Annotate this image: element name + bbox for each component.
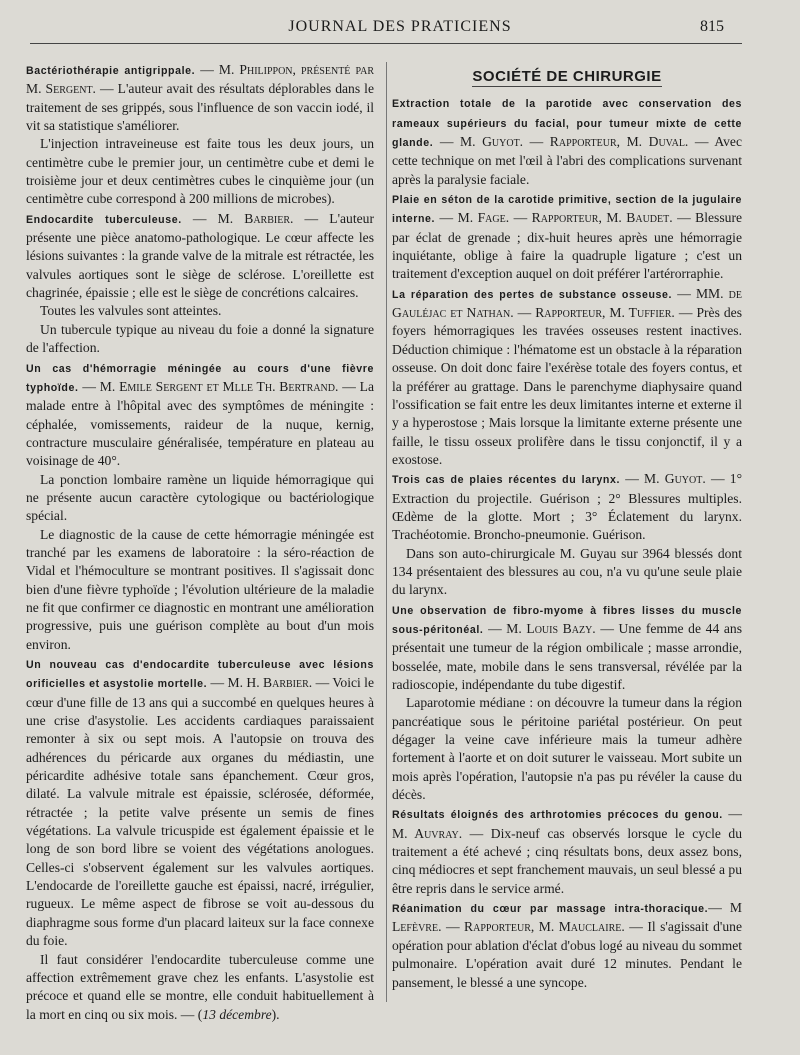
section-heading: [392, 68, 742, 86]
article-title: Un nouveau cas d'endocardite tuberculeuse avec lésions orificielles et asystolie mortelle.: [26, 659, 374, 691]
article-endocardite: [26, 210, 374, 358]
article-fibro-myome: [392, 601, 742, 805]
article-title: Résultats éloignés des arthrotomies précoces du genou.: [392, 809, 723, 822]
article-arthrotomies: [392, 805, 742, 898]
article-parotide: [392, 94, 742, 189]
article-text: — Avec cette technique on met l'œil à l'abri des complications survenant après la paralysie faciale.: [392, 134, 742, 187]
article-hemorragie: [26, 359, 374, 655]
section-title: SOCIÉTÉ DE CHIRURGIE: [472, 68, 662, 85]
article-byline: — M. H. Barbier.: [207, 675, 313, 691]
article-text: — Voici le cœur d'une fille de 13 ans qui a succombé en quelques heures à une crise d'asystolie. Les accidents cardiaques paraissaient remonter à six ou sept mois. A l'autopsie on trouva des adhérences du péricarde aux organes du médiastin, une péricardite adhésive totale sans épanchement. Cœur gros, dilaté. La valvule mitrale est épaissie, sclérosée, déformée, rétractée ; la petite valve présente un semis de fines végétations. La valvule tricuspide est également épaissie et le long de son bord libre se voient des végétations anologues. Celles-ci s'observent également sur les valvules aortiques. L'endocarde de l'oreillette gauche est épaissi, nacré, irrégulier, rugueux. Le même aspect de fibrose se voit au-dessous du diaphragme sous forme d'un placard laiteux sur la face connexe du foie.: [26, 675, 374, 949]
article-title: Une observation de fibro-myome à fibres lisses du muscle sous-péritonéal.: [392, 604, 742, 636]
article-byline: — M Lefèvre. — Rapporteur, M. Mauclaire.: [392, 900, 742, 935]
article-byline: — M. Barbier.: [181, 210, 294, 226]
column-divider: [386, 62, 387, 1002]
article-reparation-osseuse: [392, 285, 742, 469]
article-paragraph: Le diagnostic de la cause de cette hémorragie méningée est tranché par les examens de laboratoire : la séro-réaction de Vidal et l'hémoculture se montrant positives. Il s'agissait donc bien d'une fièvre typhoïde ; l'évolution ultérieure de la maladie ne fit que confirmer ce diagnostic en montrant une amélioration progressive, puis une guérison complète au bout d'un mois environ.: [26, 526, 374, 652]
article-text: — L'auteur avait des résultats déplorables dans le traitement de ses grippés, sous l'influence de son vaccin iodé, il vit sa statistique s'améliorer.: [26, 81, 374, 134]
article-byline: — M. Emile Sergent et Mlle Th. Bertrand.: [78, 378, 339, 394]
left-column: [26, 60, 374, 1024]
article-byline: — M. Guyot. — Rapporteur, M. Duval.: [433, 134, 689, 150]
article-text: — Près des foyers hémorragiques les travées osseuses restent inactives. Déduction chimique : l'hématome est un obstacle à la réparation osseuse. On doit donc faire l'exérèse totale des foyers contus, et la préférer au grattage. Dans le parenchyme diaphysaire quand l'ossification se fait entre les deux limitantes interne et externe il y a hyperostose ; Mais lorsque la limitante externe présente une faille, le tissu osseux prolifère dans le tissu conjonctif, il y a exostose.: [392, 305, 742, 467]
article-title: La réparation des pertes de substance osseuse.: [392, 288, 673, 301]
article-byline: — M. Guyot.: [620, 471, 706, 487]
article-title: Trois cas de plaies récentes du larynx.: [392, 474, 621, 487]
article-paragraph: Un tubercule typique au niveau du foie a donné la signature de l'affection.: [26, 321, 374, 356]
article-text: — L'auteur présente une pièce anatomo-pathologique. Le cœur affecte les lésions suivantes : la grande valve de la mitrale est rétractée, les valvules aortiques sont le siège de sclérose. L'oreillette est chagrinée, épaissie ; elle est le siège de concrétions calcaires.: [26, 210, 374, 301]
article-end: ).: [271, 1006, 280, 1022]
journal-title: JOURNAL DES PRATICIENS: [288, 18, 512, 35]
article-date: 13 décembre: [202, 1006, 272, 1022]
article-title: Réanimation du cœur par massage intra-thoracique.: [392, 903, 709, 916]
header-rule: [30, 43, 742, 44]
article-title: Extraction totale de la parotide avec conservation des rameaux supérieurs du facial, pour tumeur mixte de cette glande.: [392, 98, 742, 150]
article-byline: — M. Philippon, présenté par M. Sergent.: [26, 62, 374, 97]
article-title: Endocardite tuberculeuse.: [26, 213, 182, 226]
article-carotide: [392, 190, 742, 284]
article-byline: — M. Louis Bazy.: [483, 620, 596, 636]
article-byline: — M. Fage. — Rapporteur, M. Baudet.: [435, 210, 673, 226]
article-paragraph: La ponction lombaire ramène un liquide hémorragique qui ne présente aucun caractère cytologique ou bactériologique spécial.: [26, 471, 374, 524]
article-nouveau-cas: [26, 655, 374, 1024]
article-text: — Dix-neuf cas observés lorsque le cycle du traitement a été achevé ; cinq résultats bons, deux assez bons, cinq médiocres et sept franchement mauvais, un seul blessé a pu être repris dans le service armé.: [392, 825, 742, 896]
article-paragraph: Il faut considérer l'endocardite tuberculeuse comme une affection extrêmement grave chez les enfants. L'asystolie est précoce et quand elle se montre, elle conduit habituellement à la mort en cinq ou six mois. — (: [26, 951, 374, 1022]
article-reanimation: [392, 899, 742, 992]
article-title: Un cas d'hémorragie méningée au cours d'une fièvre typhoïde.: [26, 362, 374, 394]
right-column: [392, 60, 742, 992]
article-paragraph: Laparotomie médiane : on découvre la tumeur dans la région pancréatique sous le péritoine pariétal postérieur. On peut dégager la veine cave inférieure mais la tumeur adhère fortement à l'aorte et on doit suturer le vaisseau. Mort subite un mois après l'opération, l'autopsie n'a pas pu révéler la cause du décès.: [392, 695, 742, 803]
article-text: — Blessure par éclat de grenade ; dix-huit heures après une hémorragie inquiétante, oblige à faire la quadruple ligature ; c'est un traitement d'exception auquel on doit préférer l'artérorraphie.: [392, 210, 742, 282]
article-paragraph: Dans son auto-chirurgicale M. Guyau sur 3964 blessés dont 134 présentaient des blessures au cou, n'a vu qu'une seule plaie du larynx.: [392, 545, 742, 598]
article-text: — Une femme de 44 ans présentait une tumeur de la région ombilicale ; masse arrondie, bosselée, mate, mobile dans le sens transversal, révélée par la radioscopie, indépendante du tube digestif.: [392, 620, 742, 692]
article-text: — La malade entre à l'hôpital avec des symptômes de méningite : céphalée, vomissements, raideur de la nuque, kernig, contracture musculaire généralisée, température en plateau au voisinage de 40°.: [26, 378, 374, 469]
article-text: — Il s'agissait d'une opération pour ablation d'éclat d'obus logé au niveau du sommet pulmonaire. L'opération avait duré 12 minutes. Pendant le pansement, le blessé a une syncope.: [392, 919, 742, 990]
article-byline: — M. Auvray.: [392, 806, 742, 841]
article-title: Bactériothérapie antigrippale.: [26, 65, 196, 77]
page-number: 815: [700, 18, 724, 35]
page-header: [0, 0, 800, 44]
article-bacteriotherapie: [26, 61, 374, 209]
article-byline: — MM. de Gauléjac et Nathan. — Rapporteur, M. Tuffier.: [392, 285, 742, 321]
article-larynx: [392, 470, 742, 599]
article-paragraph: L'injection intraveineuse est faite tous les deux jours, un centimètre cube le premier jour, un centimètre cube et demi le troisième jour et deux centimètres cubes le cinquième jour (un centimètre cube correspond à 200 millions de microbes).: [26, 136, 374, 207]
article-text: — 1° Extraction du projectile. Guérison ; 2° Blessures multiples. Œdème de la glotte. Mort ; 3° Éclatement du larynx. Trachéotomie. Broncho-pneumonie. Guérison.: [392, 471, 743, 543]
article-paragraph: Toutes les valvules sont atteintes.: [40, 303, 222, 319]
article-title: Plaie en séton de la carotide primitive, section de la jugulaire interne.: [392, 194, 742, 226]
